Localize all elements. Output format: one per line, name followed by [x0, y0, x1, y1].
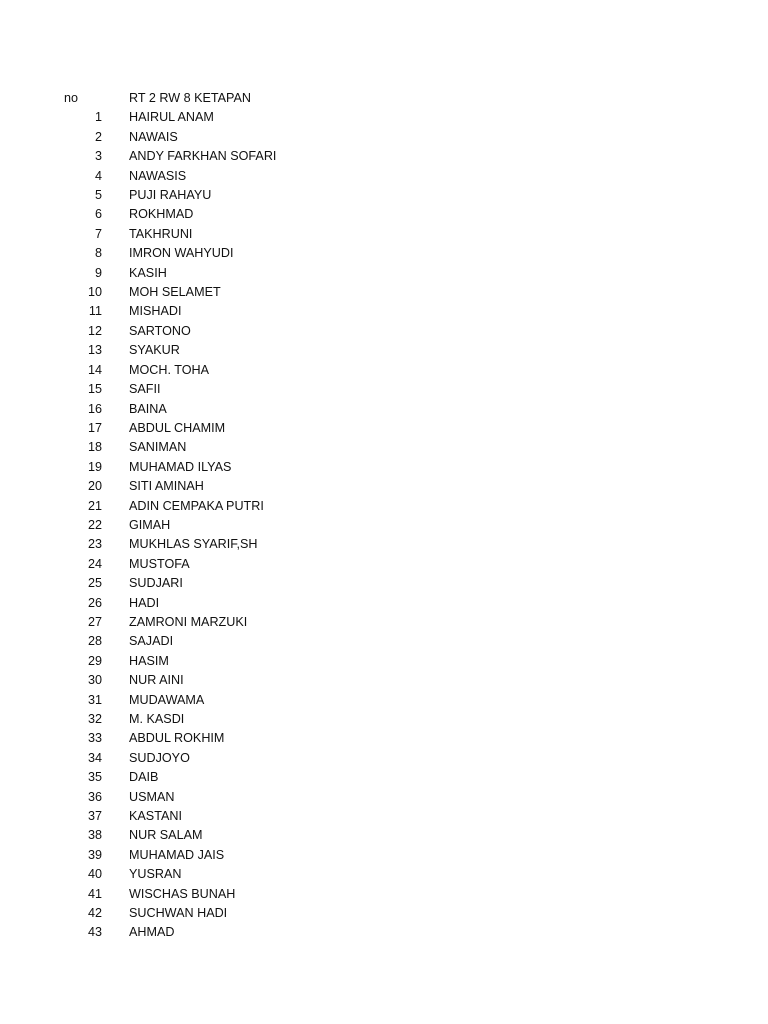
row-number: 30: [87, 673, 102, 688]
row-number: 12: [87, 323, 102, 338]
resident-name: SYAKUR: [129, 343, 180, 358]
resident-name: KASTANI: [129, 809, 182, 824]
row-number: 38: [87, 828, 102, 843]
resident-name: SUDJOYO: [129, 750, 190, 765]
resident-name: MUHAMAD ILYAS: [129, 459, 232, 474]
list-item: [0, 186, 768, 205]
list-item: [0, 613, 768, 632]
resident-name: SAJADI: [129, 634, 174, 649]
row-number: 5: [94, 188, 102, 203]
list-item: [0, 438, 768, 457]
row-number: 32: [87, 712, 102, 726]
list-item: [0, 594, 768, 613]
resident-name: ADIN CEMPAKA PUTRI: [129, 498, 264, 513]
resident-name: ZAMRONI MARZUKI: [129, 614, 248, 629]
list-item: [0, 147, 768, 166]
list-item: [0, 923, 768, 942]
resident-name: SARTONO: [129, 323, 191, 338]
resident-name: PUJI RAHAYU: [129, 188, 212, 203]
row-number: 16: [87, 401, 102, 416]
resident-name: YUSRAN: [129, 867, 182, 882]
resident-name: MISHADI: [129, 304, 182, 319]
list-item: [0, 904, 768, 923]
resident-name: IMRON WAHYUDI: [129, 246, 234, 261]
list-item: [0, 400, 768, 419]
row-number: 36: [87, 789, 102, 804]
resident-name: SUDJARI: [129, 576, 183, 591]
resident-name: MUDAWAMA: [129, 692, 205, 707]
row-number: 37: [87, 809, 102, 824]
list-item: [0, 846, 768, 865]
resident-name: HADI: [129, 595, 160, 610]
resident-name: SUCHWAN HADI: [129, 906, 228, 921]
row-number: 31: [87, 692, 102, 707]
row-number: 43: [87, 925, 102, 940]
resident-name: DAIB: [129, 770, 159, 785]
resident-name: MUHAMAD JAIS: [129, 847, 225, 862]
list-item: [0, 865, 768, 884]
list-item: [0, 419, 768, 438]
row-number: 42: [87, 906, 102, 921]
list-item: [0, 691, 768, 710]
header-no-label: no: [64, 91, 79, 105]
resident-name: SANIMAN: [129, 440, 187, 455]
resident-name: BAINA: [129, 401, 167, 416]
resident-name: ROKHMAD: [129, 207, 194, 222]
resident-list: [0, 89, 768, 943]
row-number: 23: [87, 537, 102, 552]
list-item: [0, 497, 768, 516]
resident-name: KASIH: [129, 265, 167, 280]
list-item: [0, 108, 768, 127]
list-item: [0, 516, 768, 535]
row-number: 11: [88, 304, 102, 319]
list-item: [0, 167, 768, 186]
resident-name: GIMAH: [129, 517, 171, 532]
list-item: [0, 826, 768, 845]
resident-name: WISCHAS BUNAH: [129, 886, 236, 901]
resident-name: USMAN: [129, 789, 175, 804]
list-item: [0, 380, 768, 399]
list-item: [0, 749, 768, 768]
row-number: 6: [94, 207, 102, 222]
list-item: [0, 574, 768, 593]
list-item: [0, 128, 768, 147]
row-number: 8: [94, 246, 102, 261]
resident-name: SITI AMINAH: [129, 479, 204, 494]
row-number: 41: [87, 886, 102, 901]
list-item: [0, 264, 768, 283]
row-number: 3: [94, 149, 102, 164]
resident-name: MUKHLAS SYARIF,SH: [129, 537, 258, 552]
list-item: [0, 283, 768, 302]
row-number: 34: [87, 750, 102, 765]
row-number: 27: [87, 614, 102, 629]
resident-name: HAIRUL ANAM: [129, 110, 214, 125]
header-row: [0, 89, 768, 108]
resident-name: AHMAD: [129, 925, 175, 940]
list-item: [0, 632, 768, 651]
resident-name: TAKHRUNI: [129, 226, 193, 241]
row-number: 26: [87, 595, 102, 610]
row-number: 33: [87, 731, 102, 746]
header-title: RT 2 RW 8 KETAPAN: [129, 91, 252, 105]
row-number: 21: [87, 498, 102, 513]
row-number: 19: [87, 459, 102, 474]
list-item: [0, 555, 768, 574]
list-item: [0, 710, 768, 729]
list-item: [0, 302, 768, 321]
row-number: 1: [94, 110, 102, 125]
resident-name: ABDUL CHAMIM: [129, 420, 226, 435]
row-number: 15: [87, 382, 102, 397]
resident-name: SAFII: [129, 382, 161, 397]
resident-name: MOCH. TOHA: [129, 362, 210, 377]
list-item: [0, 322, 768, 341]
resident-name: MUSTOFA: [129, 556, 190, 571]
list-item: [0, 361, 768, 380]
row-number: 17: [87, 420, 102, 435]
resident-name: ANDY FARKHAN SOFARI: [129, 149, 277, 164]
list-item: [0, 652, 768, 671]
list-item: [0, 768, 768, 787]
list-item: [0, 225, 768, 244]
list-item: [0, 807, 768, 826]
row-number: 14: [87, 362, 102, 377]
row-number: 9: [94, 265, 102, 280]
list-item: [0, 671, 768, 690]
row-number: 35: [87, 770, 102, 785]
list-item: [0, 885, 768, 904]
resident-name: NUR SALAM: [129, 828, 203, 843]
row-number: 29: [87, 653, 102, 668]
resident-name: NAWAIS: [129, 129, 178, 144]
row-number: 18: [87, 440, 102, 455]
row-number: 7: [94, 226, 102, 241]
row-number: 40: [87, 867, 102, 882]
resident-name: M. KASDI: [129, 712, 185, 726]
resident-name: HASIM: [129, 653, 169, 668]
list-item: [0, 729, 768, 748]
row-number: 13: [87, 343, 102, 358]
resident-name: NUR AINI: [129, 673, 184, 688]
list-item: [0, 341, 768, 360]
row-number: 28: [87, 634, 102, 649]
row-number: 25: [87, 576, 102, 591]
row-number: 39: [87, 847, 102, 862]
list-item: [0, 535, 768, 554]
resident-name: ABDUL ROKHIM: [129, 731, 225, 746]
list-item: [0, 458, 768, 477]
list-body: [0, 108, 768, 942]
resident-name: NAWASIS: [129, 168, 187, 183]
list-item: [0, 477, 768, 496]
row-number: 20: [87, 479, 102, 494]
row-number: 10: [87, 285, 102, 300]
row-number: 24: [87, 556, 102, 571]
list-item: [0, 788, 768, 807]
row-number: 22: [87, 517, 102, 532]
list-item: [0, 244, 768, 263]
list-item: [0, 205, 768, 224]
resident-name: MOH SELAMET: [129, 285, 221, 300]
row-number: 4: [94, 168, 102, 183]
row-number: 2: [94, 129, 102, 144]
